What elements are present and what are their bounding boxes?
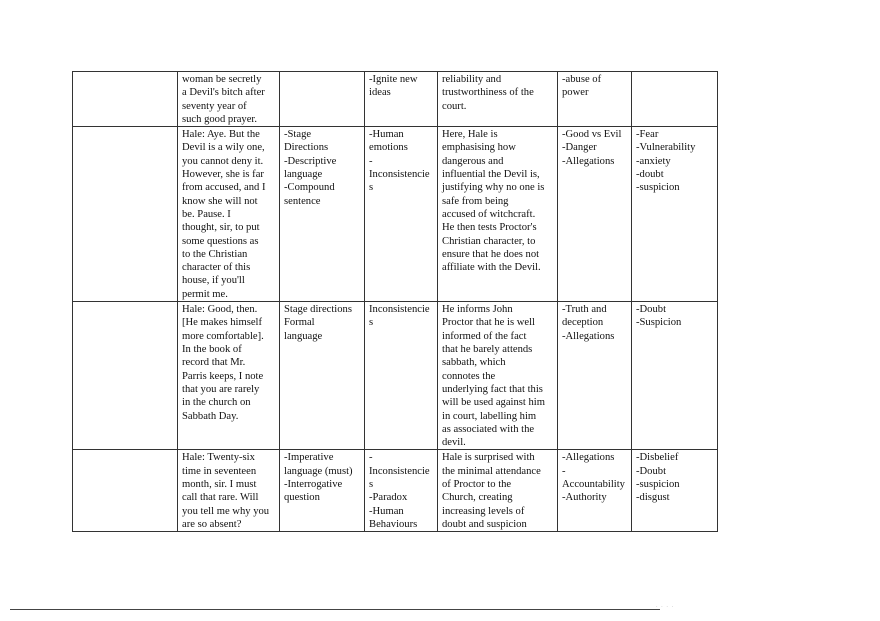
cell-text-line: -Suspicion — [636, 317, 682, 329]
cell-text-line: -Truth and — [562, 304, 607, 316]
cell-text-line: deception — [562, 317, 604, 329]
cell-text-line: -Human — [369, 505, 404, 517]
footer-divider — [10, 609, 660, 610]
cell-text-line: reliability and — [442, 74, 502, 85]
table-cell-quote — [178, 450, 280, 532]
table-cell-effect — [365, 302, 438, 450]
table-cell-analysis — [438, 72, 558, 127]
cell-text-line: Hale is surprised with — [442, 452, 535, 464]
cell-text-line: Proctor that he is well — [442, 317, 535, 329]
cell-text-line: -Authority — [562, 492, 607, 504]
cell-text-line: trustworthiness of the — [442, 87, 534, 99]
cell-text-line: the minimal attendance — [442, 465, 541, 477]
cell-text-line: -Stage — [284, 129, 312, 141]
cell-text-line: s — [369, 479, 374, 491]
cell-text-line: language — [284, 330, 323, 342]
cell-text-line: you cannot deny it. — [182, 155, 264, 167]
table-cell-emotion — [632, 302, 718, 450]
cell-text-line: dangerous and — [442, 155, 504, 167]
cell-text-line: Church, creating — [442, 492, 513, 504]
cell-text-line: -Imperative — [284, 452, 334, 464]
footer-page-marks: · · · · — [656, 604, 675, 610]
cell-text-line: [He makes himself — [182, 317, 263, 329]
cell-text-line: -Descriptive — [284, 155, 337, 167]
table-cell-analysis — [438, 127, 558, 302]
cell-text-line: such good prayer. — [182, 113, 258, 125]
table-cell-effect — [365, 72, 438, 127]
cell-text-line: will be used against him — [442, 397, 545, 409]
cell-text-line: Hale: Twenty-six — [182, 452, 255, 464]
table-cell-emotion — [632, 127, 718, 302]
table-row — [73, 450, 718, 532]
cell-text-line: Accountability — [562, 479, 625, 491]
cell-text-line: record that Mr. — [182, 357, 246, 369]
cell-text-line: of Proctor to the — [442, 479, 512, 491]
table-row — [73, 127, 718, 302]
table-cell-technique — [280, 127, 365, 302]
cell-text-line: -suspicion — [636, 182, 680, 194]
cell-text-line: -Compound — [284, 182, 335, 194]
cell-text-line: accused of witchcraft. — [442, 208, 536, 220]
cell-text-line: -disgust — [636, 492, 670, 504]
cell-text-line: affiliate with the Devil. — [442, 262, 541, 274]
table-cell-quote — [178, 302, 280, 450]
cell-text-line: -anxiety — [636, 155, 671, 167]
cell-text-line: -Human — [369, 129, 404, 141]
cell-text-line: Inconsistencie — [369, 465, 430, 477]
cell-text-line: increasing levels of — [442, 505, 525, 517]
cell-text-line: -suspicion — [636, 479, 680, 491]
table-cell-quote — [178, 72, 280, 127]
table-body — [73, 72, 718, 532]
cell-text-line: in the church on — [182, 397, 251, 409]
cell-text-line: - — [562, 465, 566, 477]
cell-text-line: safe from being — [442, 195, 509, 207]
cell-text-line: influential the Devil is, — [442, 169, 540, 181]
cell-text-line: -Allegations — [562, 155, 615, 167]
cell-text-line: devil. — [442, 437, 466, 449]
table-cell-theme — [558, 127, 632, 302]
cell-text-line: ensure that he does not — [442, 248, 540, 260]
table-row — [73, 302, 718, 450]
cell-text-line: emotions — [369, 142, 408, 154]
cell-text-line: a Devil's bitch after — [182, 87, 265, 99]
table-cell-theme — [558, 72, 632, 127]
cell-text-line: from accused, and I — [182, 182, 266, 194]
cell-text-line: - — [369, 155, 373, 167]
cell-text-line: month, sir. I must — [182, 479, 257, 491]
cell-text-line: call that rare. Will — [182, 492, 259, 504]
cell-text-line: -Doubt — [636, 465, 667, 477]
cell-text-line: character of this — [182, 262, 251, 274]
cell-text-line: permit me. — [182, 288, 228, 300]
table-cell-effect — [365, 450, 438, 532]
table-cell-effect — [365, 127, 438, 302]
cell-text-line: -Fear — [636, 129, 659, 141]
cell-text-line: -Doubt — [636, 304, 667, 316]
cell-text-line: He informs John — [442, 304, 513, 316]
table-cell-quote — [178, 127, 280, 302]
cell-text-line: underlying fact that this — [442, 383, 543, 395]
table-cell-analysis — [438, 450, 558, 532]
cell-text-line: in court, labelling him — [442, 410, 537, 422]
cell-text-line: power — [562, 87, 589, 99]
cell-text-line: know she will not — [182, 195, 258, 207]
cell-text-line: Formal — [284, 317, 315, 329]
table-cell-blank — [73, 302, 178, 450]
cell-text-line: sentence — [284, 195, 321, 207]
cell-text-line: Parris keeps, I note — [182, 370, 264, 382]
table-cell-theme — [558, 302, 632, 450]
cell-text-line: In the book of — [182, 344, 242, 356]
cell-text-line: -Vulnerability — [636, 142, 696, 154]
cell-text-line: -Good vs Evil — [562, 129, 622, 141]
cell-text-line: ideas — [369, 87, 391, 99]
cell-text-line: -Paradox — [369, 492, 408, 504]
cell-text-line: Here, Hale is — [442, 129, 498, 141]
cell-text-line: Christian character, to — [442, 235, 536, 247]
cell-text-line: -Allegations — [562, 452, 615, 464]
cell-text-line: that he barely attends — [442, 344, 533, 356]
cell-text-line: Hale: Aye. But the — [182, 129, 260, 141]
table-cell-technique — [280, 302, 365, 450]
table-cell-technique — [280, 450, 365, 532]
cell-text-line: connotes the — [442, 370, 496, 382]
cell-text-line: informed of the fact — [442, 330, 527, 342]
cell-text-line: emphasising how — [442, 142, 516, 154]
table-row — [73, 72, 718, 127]
cell-text-line: s — [369, 182, 374, 194]
cell-text-line: language (must) — [284, 465, 353, 477]
table-cell-blank — [73, 72, 178, 127]
cell-text-line: He then tests Proctor's — [442, 222, 537, 234]
cell-text-line: you tell me why you — [182, 505, 270, 517]
cell-text-line: s — [369, 317, 374, 329]
cell-text-line: be. Pause. I — [182, 208, 231, 220]
analysis-table — [72, 71, 718, 532]
cell-text-line: -doubt — [636, 169, 664, 181]
cell-text-line: sabbath, which — [442, 357, 506, 369]
cell-text-line: more comfortable]. — [182, 330, 264, 342]
cell-text-line: However, she is far — [182, 169, 264, 181]
cell-text-line: doubt and suspicion — [442, 518, 527, 530]
cell-text-line: that you are rarely — [182, 383, 260, 395]
cell-text-line: Inconsistencie — [369, 169, 430, 181]
cell-text-line: language — [284, 169, 323, 181]
cell-text-line: court. — [442, 100, 467, 112]
cell-text-line: -Disbelief — [636, 452, 679, 464]
cell-text-line: time in seventeen — [182, 465, 257, 477]
cell-text-line: -abuse of — [562, 74, 602, 85]
cell-text-line: some questions as — [182, 235, 259, 247]
table-cell-blank — [73, 450, 178, 532]
cell-text-line: thought, sir, to put — [182, 222, 260, 234]
cell-text-line: house, if you'll — [182, 275, 245, 287]
table-cell-emotion — [632, 450, 718, 532]
cell-text-line: Directions — [284, 142, 329, 154]
cell-text-line: seventy year of — [182, 100, 247, 112]
cell-text-line: justifying why no one is — [442, 182, 545, 194]
cell-text-line: -Danger — [562, 142, 597, 154]
cell-text-line: Inconsistencie — [369, 304, 430, 316]
table-cell-theme — [558, 450, 632, 532]
cell-text-line: -Ignite new — [369, 74, 418, 85]
cell-text-line: to the Christian — [182, 248, 248, 260]
table-cell-emotion — [632, 72, 718, 127]
cell-text-line: - — [369, 452, 373, 464]
cell-text-line: woman be secretly — [182, 74, 262, 85]
cell-text-line: Devil is a wily one, — [182, 142, 265, 154]
cell-text-line: are so absent? — [182, 518, 242, 530]
cell-text-line: Hale: Good, then. — [182, 304, 258, 316]
cell-text-line: -Interrogative — [284, 479, 343, 491]
table-cell-technique — [280, 72, 365, 127]
cell-text-line: question — [284, 492, 320, 504]
table-cell-blank — [73, 127, 178, 302]
cell-text-line: Stage directions — [284, 304, 352, 316]
table-cell-analysis — [438, 302, 558, 450]
cell-text-line: as associated with the — [442, 423, 535, 435]
cell-text-line: Sabbath Day. — [182, 410, 239, 422]
cell-text-line: Behaviours — [369, 518, 418, 530]
cell-text-line: -Allegations — [562, 330, 615, 342]
